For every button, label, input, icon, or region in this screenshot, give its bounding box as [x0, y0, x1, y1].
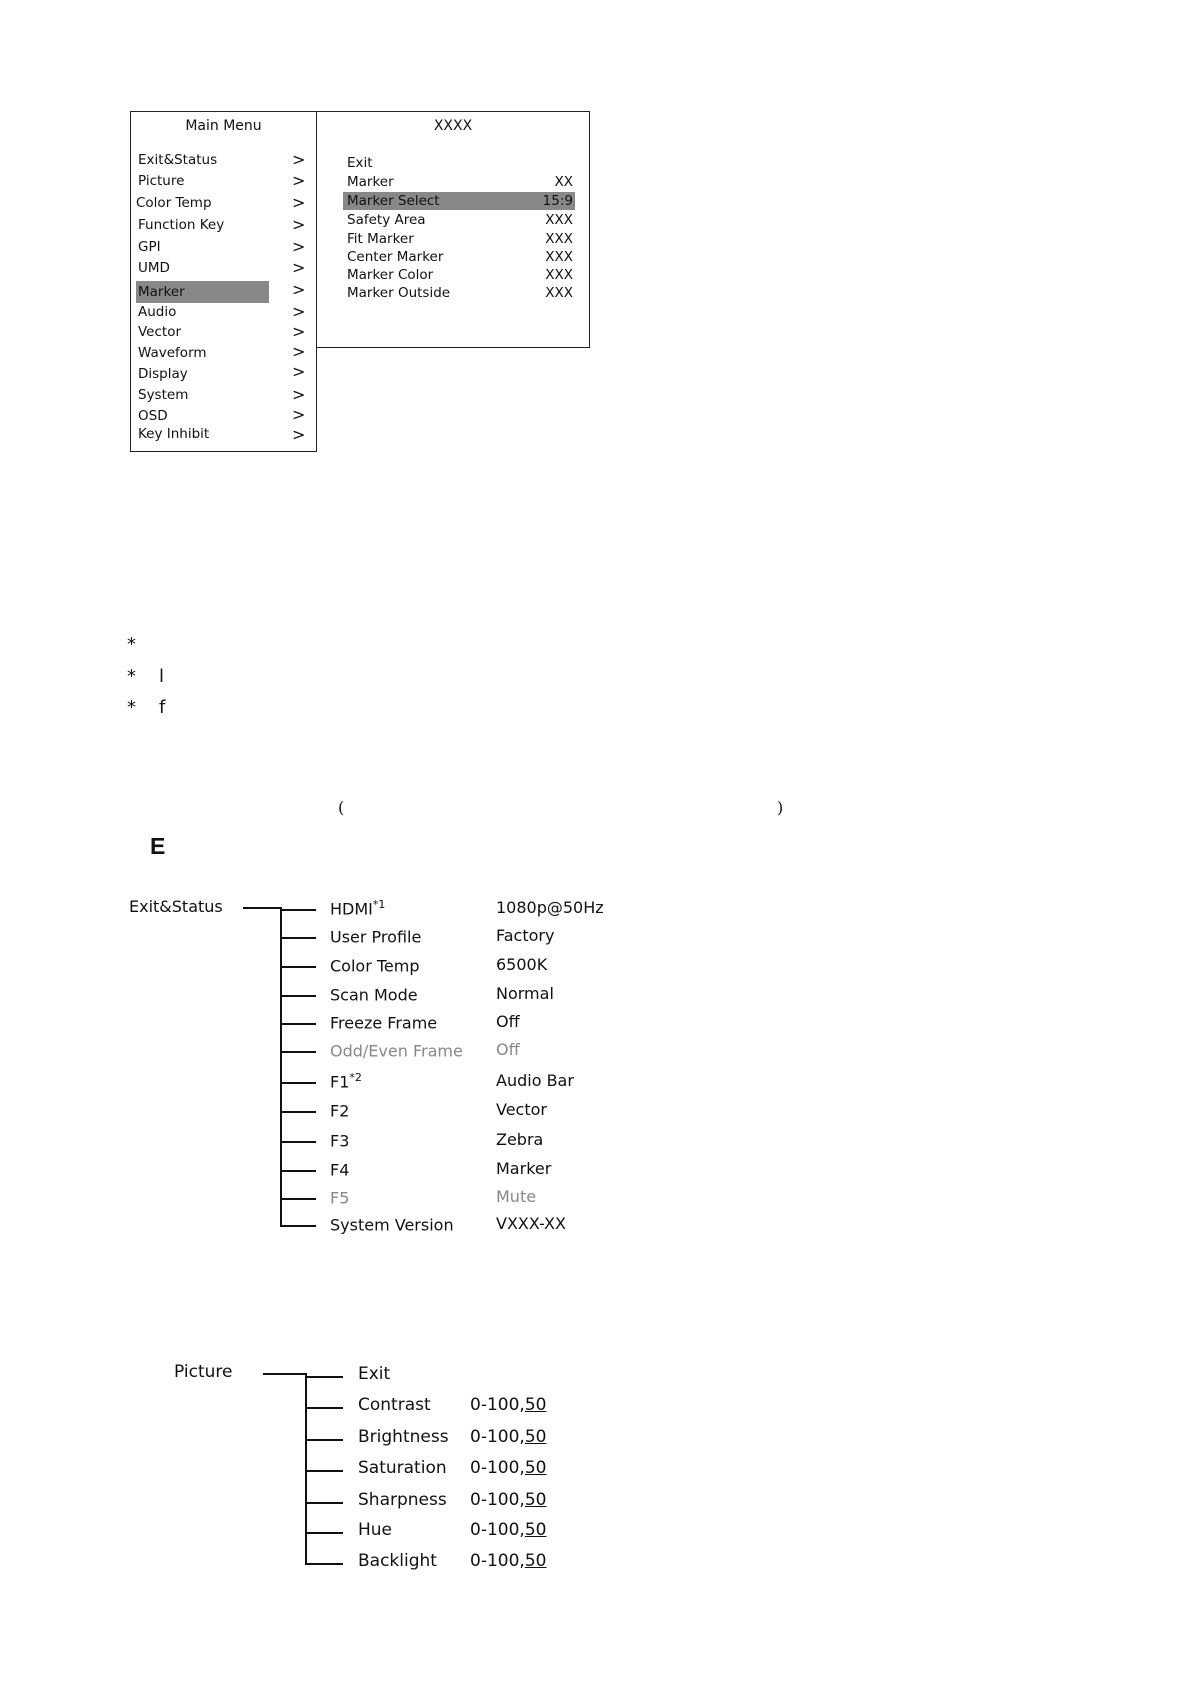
tree-item-label	[330, 1214, 454, 1234]
default-value: 50	[524, 1458, 547, 1478]
tree-branch	[280, 1051, 316, 1053]
tree-branch	[280, 909, 316, 911]
tree-item-label	[330, 1012, 437, 1032]
tree-trunk	[305, 1373, 307, 1563]
menu-item-vector[interactable]: Vector	[138, 324, 182, 340]
chevron-right-icon: >	[292, 362, 306, 381]
tree-item-value: Mute	[496, 1187, 537, 1206]
sub-item-label: Fit Marker	[347, 231, 414, 247]
tree-item-label: Backlight	[358, 1551, 437, 1571]
footnote-marker: *1	[372, 898, 386, 911]
chevron-right-icon: >	[292, 425, 306, 444]
tree-item-value: 6500K	[496, 955, 548, 974]
tree-item-label: Hue	[358, 1520, 393, 1540]
chevron-right-icon: >	[292, 302, 306, 321]
default-value: 50	[524, 1520, 547, 1540]
tree-item-text: F3	[330, 1131, 350, 1151]
tree-item-text: Color Temp	[330, 956, 420, 976]
menu-item-key-inhibit[interactable]: Key Inhibit	[138, 426, 210, 442]
tree-branch	[280, 1082, 316, 1084]
tree-item-range	[470, 1520, 546, 1540]
chevron-right-icon: >	[292, 322, 306, 341]
tree-branch	[280, 1170, 316, 1172]
tree-item-range	[470, 1551, 546, 1571]
tree-item-range	[470, 1427, 546, 1447]
tree-item-label	[330, 955, 420, 975]
default-value: 50	[524, 1490, 547, 1510]
asterisk-icon: *	[127, 666, 136, 687]
range-text: 0-100,	[470, 1490, 525, 1510]
sub-item-center-marker[interactable]	[343, 248, 575, 266]
tree-item-text: F1	[330, 1072, 350, 1092]
note-line	[127, 634, 136, 655]
tree-branch	[305, 1376, 343, 1378]
menu-item-exit-status[interactable]: Exit&Status	[138, 152, 218, 168]
range-text: 0-100,	[470, 1551, 525, 1571]
tree-branch	[280, 1225, 316, 1227]
asterisk-icon: *	[127, 697, 136, 718]
tree-item-value: 1080p@50Hz	[496, 898, 604, 917]
tree-item-value: Zebra	[496, 1130, 544, 1149]
sub-item-label: Center Marker	[347, 249, 444, 265]
tree-branch	[305, 1407, 343, 1409]
tree-branch	[305, 1502, 343, 1504]
note-text: l	[159, 666, 165, 687]
sub-item-label: Safety Area	[347, 212, 426, 228]
tree-connector	[263, 1373, 306, 1375]
tree-item-label	[330, 1040, 463, 1060]
tree-item-value: Off	[496, 1040, 520, 1059]
default-value: 50	[524, 1395, 547, 1415]
tree-item-text: Scan Mode	[330, 985, 418, 1005]
tree-item-label	[330, 1187, 349, 1207]
tree-item-text: Odd/Even Frame	[330, 1041, 463, 1061]
tree-branch	[280, 995, 316, 997]
tree-item-value: Audio Bar	[496, 1071, 574, 1090]
range-text: 0-100,	[470, 1458, 525, 1478]
tree-item-text: User Profile	[330, 927, 422, 947]
sub-item-marker-outside[interactable]	[343, 284, 575, 302]
sub-menu-panel	[316, 111, 590, 348]
sub-item-label: Marker Color	[347, 267, 434, 283]
tree-item-text: Freeze Frame	[330, 1013, 438, 1033]
tree-branch	[305, 1439, 343, 1441]
tree-item-range	[470, 1458, 546, 1478]
tree-item-value: Factory	[496, 926, 555, 945]
tree-item-label	[330, 1100, 349, 1120]
tree-branch	[280, 966, 316, 968]
chevron-right-icon: >	[292, 342, 306, 361]
sub-item-marker-color[interactable]	[343, 266, 575, 284]
menu-item-audio[interactable]: Audio	[138, 304, 177, 320]
chevron-right-icon: >	[292, 150, 306, 169]
main-menu-panel	[130, 111, 317, 452]
sub-item-fit-marker[interactable]	[343, 230, 575, 248]
tree-branch	[280, 1141, 316, 1143]
sub-item-value: XXX	[545, 212, 573, 228]
sub-item-value: XXX	[545, 231, 573, 247]
sub-item-marker-select-selected[interactable]	[343, 192, 575, 210]
menu-item-marker-selected[interactable]: Marker	[136, 281, 269, 303]
tree-item-label: Contrast	[358, 1395, 431, 1415]
sub-item-exit[interactable]	[343, 154, 575, 172]
menu-item-umd[interactable]: UMD	[138, 260, 170, 276]
note-line	[127, 666, 165, 687]
main-menu-title: Main Menu	[185, 118, 262, 134]
menu-item-system[interactable]: System	[138, 387, 189, 403]
range-text: 0-100,	[470, 1395, 525, 1415]
tree-item-label: Saturation	[358, 1458, 447, 1478]
range-text: 0-100,	[470, 1427, 525, 1447]
footnote-marker: *2	[349, 1071, 362, 1084]
menu-item-display[interactable]: Display	[138, 366, 188, 382]
tree-item-value: Marker	[496, 1159, 552, 1178]
tree-item-label: Exit	[358, 1364, 391, 1384]
tree-branch	[305, 1532, 343, 1534]
menu-item-color-temp[interactable]: Color Temp	[136, 195, 212, 211]
sub-item-value: XX	[554, 174, 573, 190]
tree-branch	[280, 1023, 316, 1025]
sub-item-label: Marker Outside	[347, 285, 451, 301]
tree-item-value: Normal	[496, 984, 554, 1003]
tree-item-value: Vector	[496, 1100, 547, 1119]
tree-item-text: F2	[330, 1101, 350, 1121]
sub-item-value: 15:9	[542, 193, 573, 209]
chevron-right-icon: >	[292, 171, 306, 190]
tree-item-range	[470, 1395, 546, 1415]
tree-item-value: VXXX-XX	[496, 1214, 566, 1233]
menu-item-picture[interactable]: Picture	[138, 173, 185, 189]
chevron-right-icon: >	[292, 405, 306, 424]
sub-item-marker[interactable]	[343, 173, 575, 191]
menu-item-gpi[interactable]: GPI	[138, 239, 161, 255]
chevron-right-icon: >	[292, 385, 306, 404]
open-parenthesis: (	[338, 798, 345, 817]
tree-item-label	[330, 984, 418, 1004]
tree-item-label	[330, 1130, 349, 1150]
close-parenthesis: )	[777, 798, 784, 817]
chevron-right-icon: >	[292, 215, 306, 234]
tree-item-label	[330, 926, 421, 946]
tree-branch	[280, 1198, 316, 1200]
chevron-right-icon: >	[292, 280, 306, 299]
sub-item-label: Exit	[347, 155, 373, 171]
tree-trunk	[280, 907, 282, 1225]
tree-item-label: Sharpness	[358, 1490, 447, 1510]
tree-item-label: Brightness	[358, 1427, 449, 1447]
range-text: 0-100,	[470, 1520, 525, 1540]
tree-branch	[280, 1111, 316, 1113]
asterisk-icon: *	[127, 634, 136, 655]
tree-item-label	[330, 1071, 362, 1091]
tree-item-text: F4	[330, 1160, 350, 1180]
default-value: 50	[524, 1427, 547, 1447]
sub-item-safety-area[interactable]	[343, 211, 575, 229]
tree-root-picture: Picture	[174, 1362, 233, 1382]
chevron-right-icon: >	[292, 193, 306, 212]
tree-branch	[280, 937, 316, 939]
tree-item-label	[330, 898, 385, 918]
sub-menu-title: XXXX	[433, 118, 473, 134]
chevron-right-icon: >	[292, 237, 306, 256]
sub-item-label: Marker	[347, 174, 394, 190]
sub-item-value: XXX	[545, 285, 573, 301]
tree-item-text: F5	[330, 1188, 350, 1208]
default-value: 50	[524, 1551, 547, 1571]
tree-item-value: Off	[496, 1012, 520, 1031]
sub-item-value: XXX	[545, 249, 573, 265]
tree-item-label	[330, 1159, 349, 1179]
sub-item-label: Marker Select	[347, 193, 440, 209]
tree-branch	[305, 1470, 343, 1472]
note-text: f	[159, 697, 166, 718]
tree-item-text: System Version	[330, 1215, 454, 1235]
section-heading: E	[150, 833, 166, 859]
sub-item-value: XXX	[545, 267, 573, 283]
chevron-right-icon: >	[292, 258, 306, 277]
tree-item-text: HDMI	[330, 899, 373, 919]
tree-root-exit-status: Exit&Status	[129, 897, 223, 916]
tree-connector	[243, 907, 280, 909]
menu-item-function-key[interactable]: Function Key	[138, 217, 225, 233]
note-line	[127, 697, 166, 718]
tree-item-range	[470, 1490, 546, 1510]
menu-item-waveform[interactable]: Waveform	[138, 345, 207, 361]
menu-item-osd[interactable]: OSD	[138, 408, 168, 424]
tree-branch	[305, 1563, 343, 1565]
